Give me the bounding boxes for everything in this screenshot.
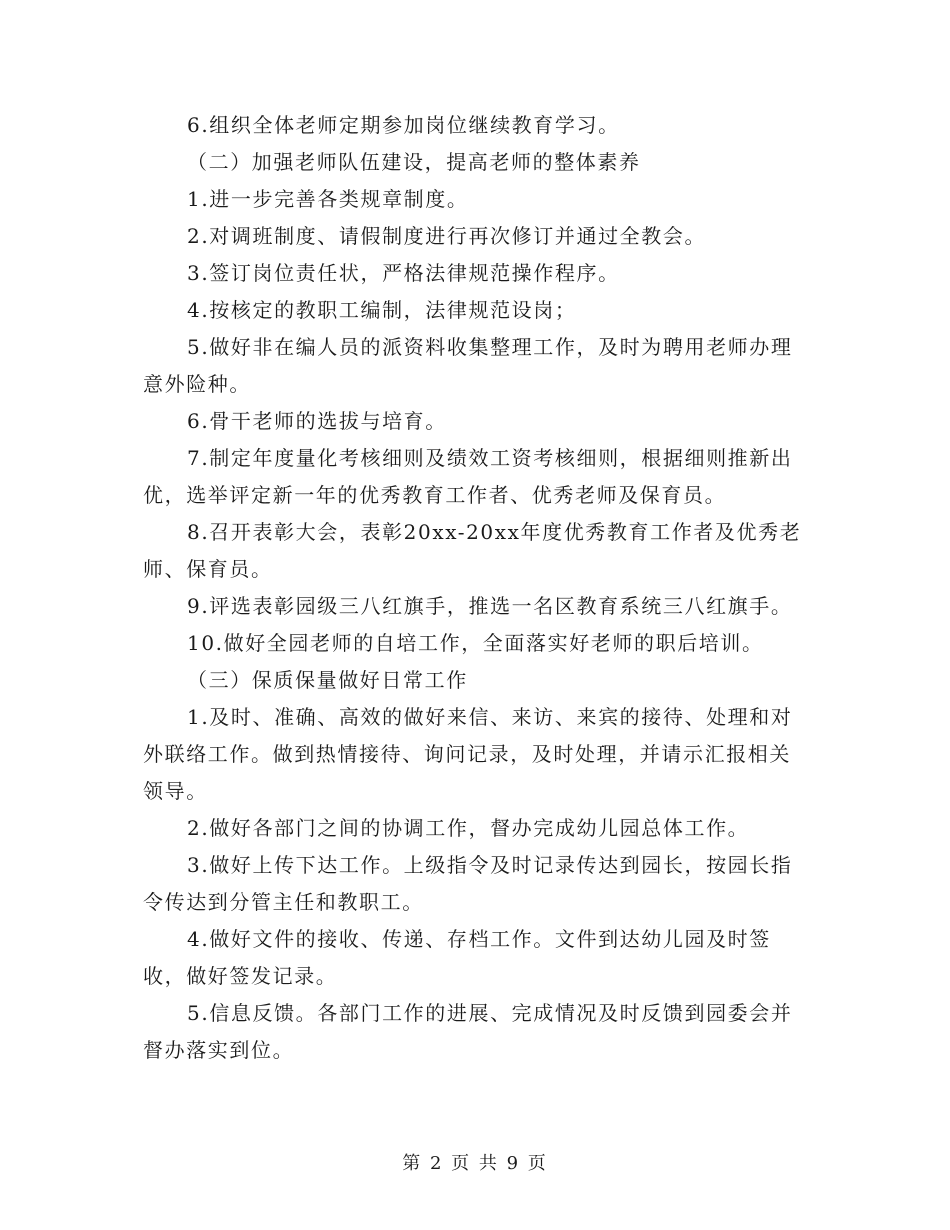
paragraph: 9.评选表彰园级三八红旗手，推选一名区教育系统三八红旗手。	[187, 594, 793, 618]
paragraph: 10.做好全园老师的自培工作，全面落实好老师的职后培训。	[187, 631, 764, 655]
paragraph: 6.组织全体老师定期参加岗位继续教育学习。	[187, 113, 620, 137]
paragraph: 5.做好非在编人员的派资料收集整理工作，及时为聘用老师办理意外险种。	[143, 335, 793, 396]
page-number-footer: 第 2 页 共 9 页	[402, 1153, 548, 1174]
paragraph: 1.及时、准确、高效的做好来信、来访、来宾的接待、处理和对外联络工作。做到热情接待、询问记录，及时处理，并请示汇报相关领导。	[143, 705, 793, 803]
paragraph: 1.进一步完善各类规章制度。	[187, 187, 469, 211]
paragraph: 3.做好上传下达工作。上级指令及时记录传达到园长，按园长指令传达到分管主任和教职工。	[143, 853, 793, 914]
section-heading: （二）加强老师队伍建设，提高老师的整体素养	[187, 150, 641, 174]
paragraph: 2.做好各部门之间的协调工作，督办完成幼儿园总体工作。	[187, 816, 750, 840]
document-body	[143, 107, 805, 1069]
paragraph: 4.按核定的教职工编制，法律规范设岗；	[187, 298, 577, 322]
paragraph: 3.签订岗位责任状，严格法律规范操作程序。	[187, 261, 620, 285]
paragraph: 8.召开表彰大会，表彰20xx-20xx年度优秀教育工作者及优秀老师、保育员。	[143, 520, 802, 581]
paragraph: 4.做好文件的接收、传递、存档工作。文件到达幼儿园及时签收，做好签发记录。	[143, 927, 771, 988]
section-heading: （三）保质保量做好日常工作	[187, 668, 468, 692]
paragraph: 6.骨干老师的选拔与培育。	[187, 409, 447, 433]
paragraph: 5.信息反馈。各部门工作的进展、完成情况及时反馈到园委会并督办落实到位。	[143, 1001, 793, 1062]
paragraph: 7.制定年度量化考核细则及绩效工资考核细则，根据细则推新出优，选举评定新一年的优秀教育工作者、优秀老师及保育员。	[143, 446, 793, 507]
paragraph: 2.对调班制度、请假制度进行再次修订并通过全教会。	[187, 224, 707, 248]
